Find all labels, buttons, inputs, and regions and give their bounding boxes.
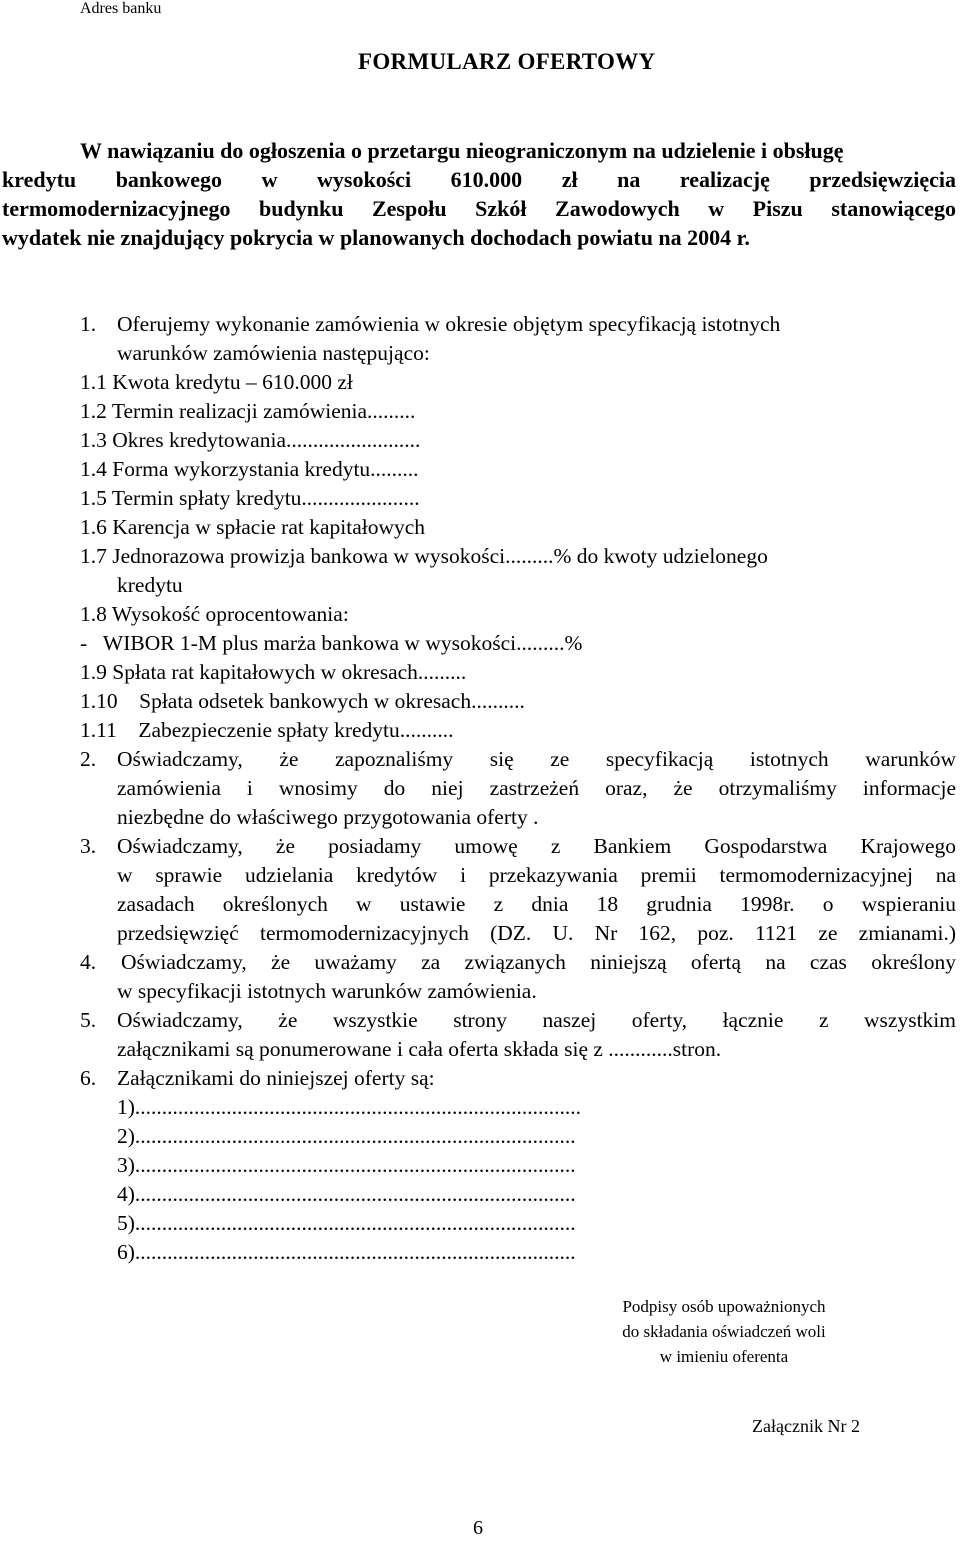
section-line: Oświadczamy, że wszystkie strony naszej oferty, łącznie z wszystkim [117,1008,956,1032]
signature-line: Podpisy osób upoważnionych [622,1297,826,1316]
attachment-item: 4).................................................................................. [117,1182,576,1206]
list-item: 1.10 Spłata odsetek bankowych w okresach.......... [80,689,525,713]
signature-line: w imieniu oferenta [659,1347,789,1366]
intro-line: termomodernizacyjnego budynku Zespołu Szkół Zawodowych w Piszu stanowiącego [2,196,956,221]
section-line: zamówienia i wnosimy do niej zastrzeżeń oraz, że otrzymaliśmy informacje [117,776,956,800]
attachment-item: 1)................................................................................... [117,1095,582,1119]
bank-address-label: Adres banku [80,0,162,17]
list-item: 1.5 Termin spłaty kredytu...................... [80,486,420,510]
section-line: warunków zamówienia następująco: [117,341,430,365]
section-line: Załącznikami do niniejszej oferty są: [117,1066,435,1090]
section-line: Oferujemy wykonanie zamówienia w okresie objętym specyfikacją istotnych [117,312,781,336]
section-line: niezbędne do właściwego przygotowania oferty . [117,805,539,829]
attachment-item: 5).................................................................................. [117,1211,576,1235]
section-number: 1. [80,312,97,336]
list-item: 1.8 Wysokość oprocentowania: [80,602,349,626]
section-line: zasadach określonych w ustawie z dnia 18 grudnia 1998r. o wspieraniu [117,892,956,916]
list-item: 1.11 Zabezpieczenie spłaty kredytu.......... [80,718,454,742]
list-item: 1.7 Jednorazowa prowizja bankowa w wysokości.........% do kwoty udzielonego [80,544,768,568]
section-number: 2. [80,747,97,771]
section-line: Oświadczamy, że uważamy za związanych niniejszą ofertą na czas określony [121,950,956,974]
page-number: 6 [473,1517,483,1539]
page-title: FORMULARZ OFERTOWY [358,49,656,74]
list-item: 1.3 Okres kredytowania......................... [80,428,421,452]
intro-line: W nawiązaniu do ogłoszenia o przetargu nieograniczonym na udzielenie i obsługę [80,138,844,163]
section-number: 5. [80,1008,97,1032]
section-line: przedsięwzięć termomodernizacyjnych (DZ. U. Nr 162, poz. 1121 ze zmianami.) [117,921,956,945]
signature-line: do składania oświadczeń woli [622,1322,826,1341]
list-item: 1.9 Spłata rat kapitałowych w okresach......... [80,660,467,684]
signature-block [586,1294,862,1369]
section-number: 6. [80,1066,97,1090]
list-item: - WIBOR 1-M plus marża bankowa w wysokości.........% [80,631,583,655]
list-item: 1.1 Kwota kredytu – 610.000 zł [80,370,353,394]
section-number: 3. [80,834,97,858]
section-line: Oświadczamy, że posiadamy umowę z Bankiem Gospodarstwa Krajowego [117,834,956,858]
list-item: 1.2 Termin realizacji zamówienia......... [80,399,416,423]
intro-line: kredytu bankowego w wysokości 610.000 zł na realizację przedsięwzięcia [2,167,956,192]
list-item: kredytu [117,573,183,597]
section-line: w specyfikacji istotnych warunków zamówienia. [117,979,537,1003]
attachment-item: 2).................................................................................. [117,1124,576,1148]
list-item: 1.4 Forma wykorzystania kredytu......... [80,457,419,481]
section-line: załącznikami są ponumerowane i cała oferta składa się z ............stron. [117,1037,722,1061]
annex-label: Załącznik Nr 2 [752,1416,860,1436]
intro-line: wydatek nie znajdujący pokrycia w planowanych dochodach powiatu na 2004 r. [2,225,750,250]
list-item: 1.6 Karencja w spłacie rat kapitałowych [80,515,426,539]
section-number: 4. [80,950,97,974]
attachment-item: 3).................................................................................. [117,1153,576,1177]
section-line: w sprawie udzielania kredytów i przekazywania premii termomodernizacyjnej na [117,863,956,887]
section-line: Oświadczamy, że zapoznaliśmy się ze specyfikacją istotnych warunków [117,747,956,771]
attachment-item: 6).................................................................................. [117,1240,576,1264]
